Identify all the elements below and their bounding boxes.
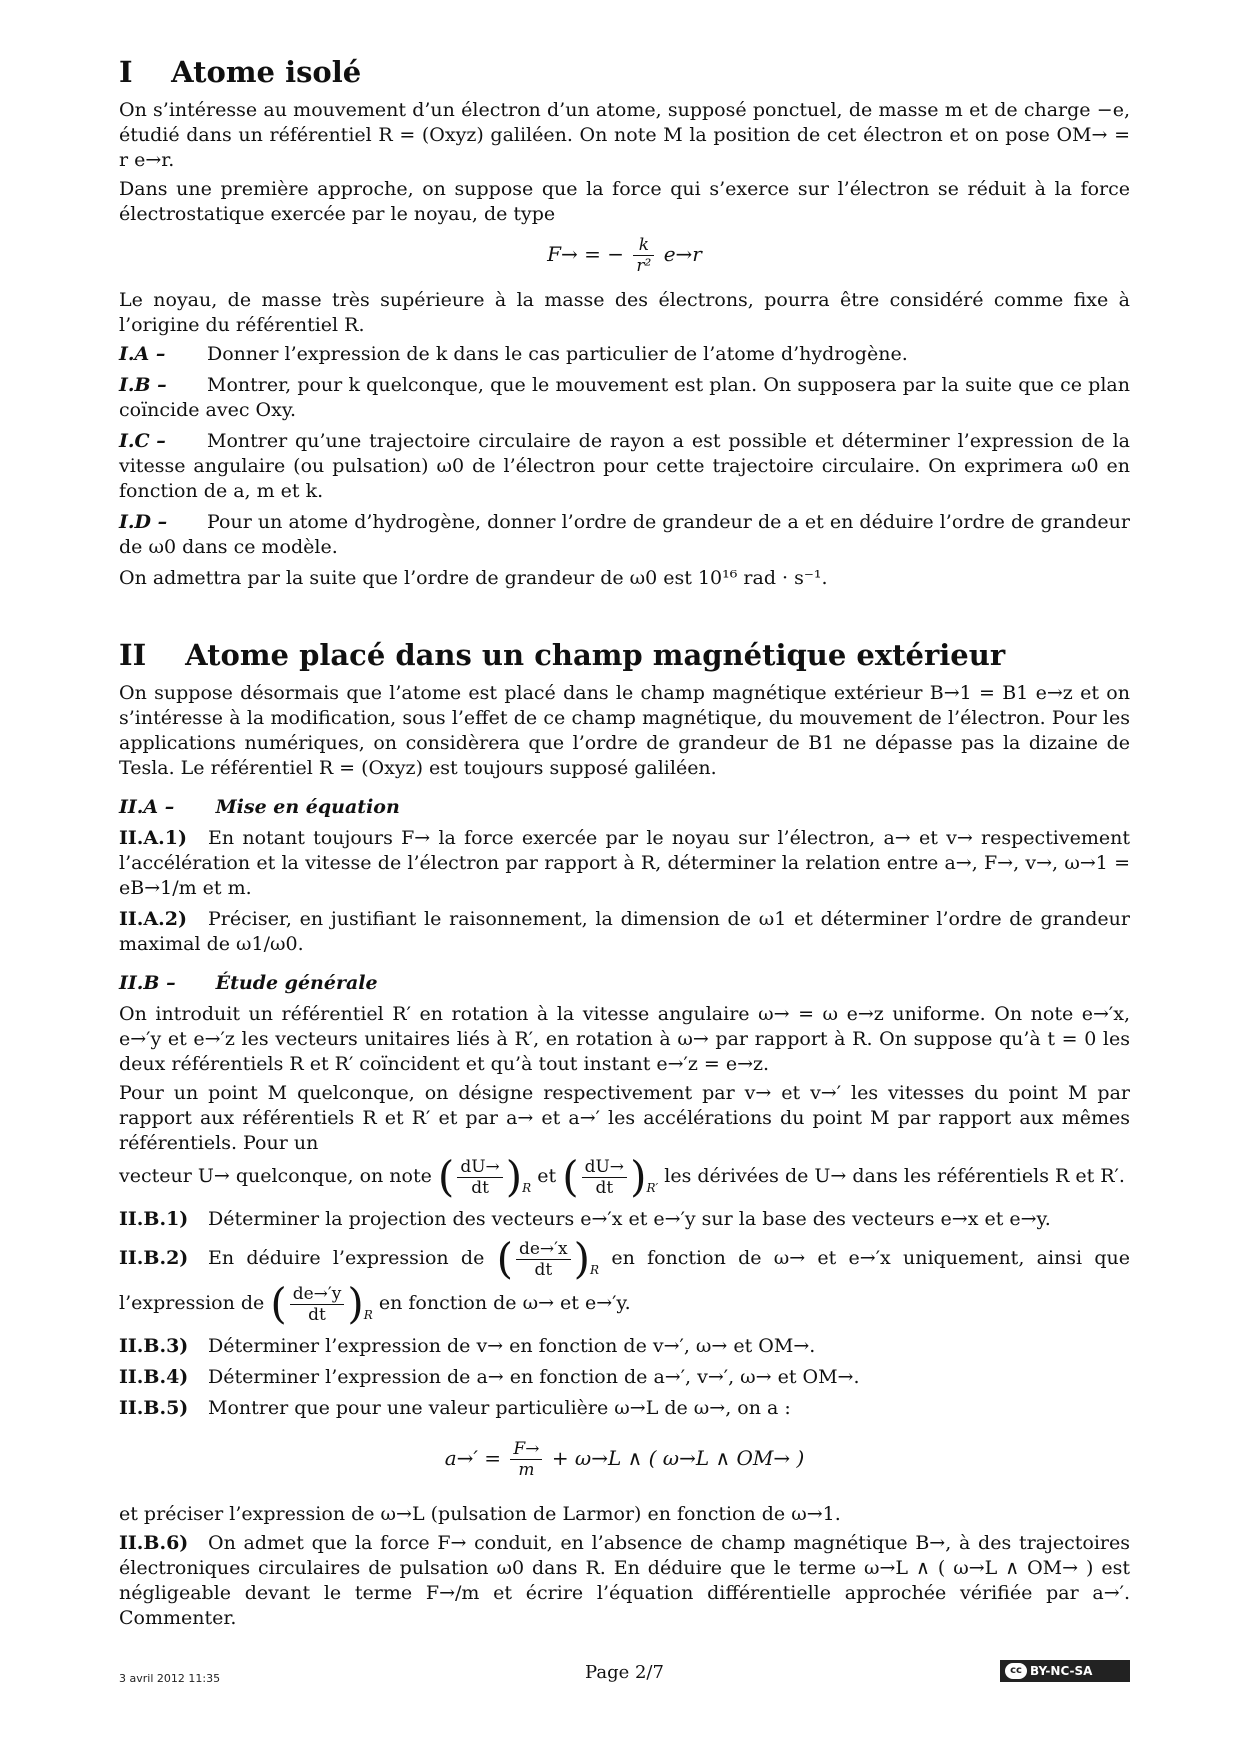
question-I-C — [119, 429, 1130, 504]
section-1-title: Atome isolé — [171, 55, 362, 89]
derivative-numerator: dU→ — [457, 1157, 502, 1178]
larmor-equation — [119, 1439, 1130, 1480]
question-id: I.A – — [119, 343, 166, 365]
left-paren: ( — [437, 1152, 455, 1201]
section-1-heading — [119, 54, 1130, 90]
right-paren: ) — [630, 1152, 647, 1201]
question-text-b: en fonction de ω→ et e→′x uniquement, ainsi que l’expression de — [119, 1247, 1130, 1314]
question-id: I.D – — [119, 511, 168, 533]
section-1-number: I — [119, 55, 133, 89]
derivative-denominator: dt — [534, 1259, 553, 1280]
question-text: Préciser, en justifiant le raisonnement, la dimension de ω1 et déterminer l’ordre de grandeur maximal de ω1/ω0. — [119, 908, 1130, 955]
section-2-title: Atome placé dans un champ magnétique extérieur — [185, 638, 1006, 672]
question-id: II.A.1) — [119, 827, 187, 849]
question-id: II.B.1) — [119, 1208, 189, 1230]
license-label: BY-NC-SA — [1030, 1664, 1093, 1678]
p3-text-a: vecteur U→ quelconque, on note — [119, 1165, 432, 1187]
question-text: Déterminer l’expression de v→ en fonction de v→′, ω→ et OM→. — [208, 1335, 816, 1357]
section-1-intro-1: On s’intéresse au mouvement d’un électron d’un atome, supposé ponctuel, de masse m et de charge −e, étudié dans un référentiel R = (Oxyz) galiléen. On note M la position de cet électron et on pose OM→ = r e→r. — [119, 99, 1130, 171]
subsection-II-A-heading — [119, 795, 1130, 820]
subsection-id: II.B – — [119, 972, 176, 994]
eq-rhs: e→r — [663, 242, 702, 266]
eq-lhs: F→ = − — [547, 242, 625, 266]
section-1-intro-3: Le noyau, de masse très supérieure à la masse des électrons, pourra être considéré comme fixe à l’origine du référentiel R. — [119, 289, 1130, 336]
question-text: Déterminer l’expression de a→ en fonction de a→′, v→′, ω→ et OM→. — [208, 1366, 860, 1388]
derivative-denominator: dt — [595, 1177, 614, 1198]
eq2-fraction — [510, 1439, 542, 1480]
subscript-R: R — [590, 1263, 600, 1277]
derivative-numerator: dU→ — [582, 1157, 627, 1178]
question-II-A-1 — [119, 826, 1130, 901]
subsection-II-B-p1: On introduit un référentiel R′ en rotation à la vitesse angulaire ω→ = ω e→z uniforme. On note e→′x, e→′y et e→′z les vecteurs unitaires liés à R′, en rotation à ω→ par rapport à R. On suppose qu’à t = 0 les deux référentiels R et R′ coïncident et qu’à tout instant e→′z = e→z. — [119, 1003, 1130, 1075]
question-II-A-2 — [119, 907, 1130, 957]
subsection-II-B-p3 — [119, 1152, 1130, 1201]
derivative-fraction-Rprime — [582, 1157, 627, 1198]
p3-text-b: les dérivées de U→ dans les référentiels R et R′. — [664, 1165, 1125, 1187]
question-id: II.B.5) — [119, 1397, 189, 1419]
eq2-numerator: F→ — [510, 1439, 542, 1460]
question-id: I.C – — [119, 430, 166, 452]
derivative-denominator: dt — [308, 1304, 326, 1325]
subscript-R: R — [363, 1308, 373, 1322]
section-2-intro: On suppose désormais que l’atome est placé dans le champ magnétique extérieur B→1 = B1 e→z et on s’intéresse à la modification, sous l’effet de ce champ magnétique, du mouvement de l’électron. Pour les applications numériques, on considèrera que l’ordre de grandeur de B1 ne dépasse pas la dizaine de Tesla. Le référentiel R = (Oxyz) est toujours supposé galiléen. — [119, 682, 1130, 779]
section-1-intro-2: Dans une première approche, on suppose que la force qui s’exerce sur l’électron se réduit à la force électrostatique exercée par le noyau, de type — [119, 178, 1130, 225]
derivative-numerator: de→′x — [516, 1239, 571, 1260]
question-II-B-6 — [119, 1531, 1130, 1631]
question-I-D — [119, 510, 1130, 560]
question-id: II.A.2) — [119, 908, 187, 930]
left-paren: ( — [562, 1152, 579, 1201]
subsection-id: II.A – — [119, 796, 175, 818]
question-II-B-1 — [119, 1207, 1130, 1232]
derivative-denominator: dt — [471, 1177, 489, 1198]
page-number: Page 2/7 — [585, 1662, 664, 1683]
subsection-title: Étude générale — [215, 972, 378, 994]
section-2-number: II — [119, 638, 147, 672]
question-id: II.B.3) — [119, 1335, 189, 1357]
derivative-fraction-R — [457, 1157, 502, 1198]
after-larmor-equation: et préciser l’expression de ω→L (pulsation de Larmor) en fonction de ω→1. — [119, 1503, 841, 1525]
question-II-B-4 — [119, 1365, 1130, 1390]
left-paren: ( — [270, 1279, 287, 1328]
eq2-denominator: m — [518, 1460, 535, 1480]
question-II-B-2 — [119, 1234, 1130, 1328]
question-text-c: en fonction de ω→ et e→′y. — [378, 1292, 631, 1314]
question-II-B-3 — [119, 1334, 1130, 1359]
question-text: Montrer que pour une valeur particulière ω→L de ω→, on a : — [208, 1397, 791, 1419]
page-content — [119, 54, 1130, 1637]
right-paren: ) — [347, 1279, 364, 1328]
subsection-II-B-p2: Pour un point M quelconque, on désigne respectivement par v→ et v→′ les vitesses du point M par rapport aux référentiels R et R′ et par a→ et a→′ les accélérations du point M par rapport aux mêmes référentiels. Pour un — [119, 1082, 1130, 1154]
section-2-heading — [119, 637, 1130, 673]
coulomb-force-equation — [119, 235, 1130, 276]
footer-date: 3 avril 2012 11:35 — [119, 1672, 221, 1685]
question-text: Donner l’expression de k dans le cas particulier de l’atome d’hydrogène. — [207, 343, 908, 365]
p3-et: et — [537, 1165, 557, 1187]
question-id: II.B.6) — [119, 1532, 189, 1554]
derivative-fraction-ey — [290, 1284, 345, 1325]
eq-denominator: r² — [636, 256, 652, 276]
eq2-lhs: a→′ = — [444, 1446, 502, 1470]
derivative-fraction-ex — [516, 1239, 571, 1280]
right-paren: ) — [573, 1234, 591, 1283]
subscript-Rprime: R′ — [646, 1181, 659, 1195]
question-text: En notant toujours F→ la force exercée par le noyau sur l’électron, a→ et v→ respectivement l’accélération et la vitesse de l’électron par rapport à R, déterminer la relation entre a→, F→, v→, ω→1 = eB→1/m et m. — [119, 827, 1130, 899]
eq-numerator: k — [633, 235, 654, 256]
question-text: Montrer qu’une trajectoire circulaire de rayon a est possible et déterminer l’expression de la vitesse angulaire (ou pulsation) ω0 de l’électron pour cette trajectoire circulaire. On exprimera ω0 en fonction de a, m et k. — [119, 430, 1130, 502]
subsection-II-B-heading — [119, 971, 1130, 996]
eq-fraction — [633, 235, 654, 276]
question-text: On admet que la force F→ conduit, en l’absence de champ magnétique B→, à des trajectoires électroniques circulaires de pulsation ω0 dans R. En déduire que le terme ω→L ∧ ( ω→L ∧ OM→ ) est négligeable devant le terme F→/m et écrire l’équation différentielle approchée vérifiée par a→′. Commenter. — [119, 1532, 1130, 1629]
question-II-B-5 — [119, 1396, 1130, 1421]
question-id: II.B.2) — [119, 1247, 189, 1269]
question-id: II.B.4) — [119, 1366, 189, 1388]
question-text: Pour un atome d’hydrogène, donner l’ordre de grandeur de a et en déduire l’ordre de grandeur de ω0 dans ce modèle. — [119, 511, 1130, 558]
creative-commons-icon: cc — [1005, 1663, 1027, 1679]
left-paren: ( — [496, 1234, 513, 1283]
eq2-rhs: + ω→L ∧ ( ω→L ∧ OM→ ) — [551, 1446, 805, 1470]
right-paren: ) — [505, 1152, 523, 1201]
question-text: Montrer, pour k quelconque, que le mouvement est plan. On supposera par la suite que ce plan coïncide avec Oxy. — [119, 374, 1130, 421]
license-badge[interactable] — [1000, 1660, 1130, 1682]
question-I-B — [119, 373, 1130, 423]
subscript-R: R — [522, 1181, 532, 1195]
page-footer — [119, 1660, 1130, 1684]
derivative-numerator: de→′y — [290, 1284, 345, 1305]
question-I-A — [119, 342, 1130, 367]
question-text: Déterminer la projection des vecteurs e→′x et e→′y sur la base des vecteurs e→x et e→y. — [208, 1208, 1051, 1230]
question-id: I.B – — [119, 374, 167, 396]
question-text-a: En déduire l’expression de — [208, 1247, 485, 1269]
section-1-conclusion: On admettra par la suite que l’ordre de grandeur de ω0 est 10¹⁶ rad · s⁻¹. — [119, 567, 828, 589]
subsection-title: Mise en équation — [215, 796, 400, 818]
